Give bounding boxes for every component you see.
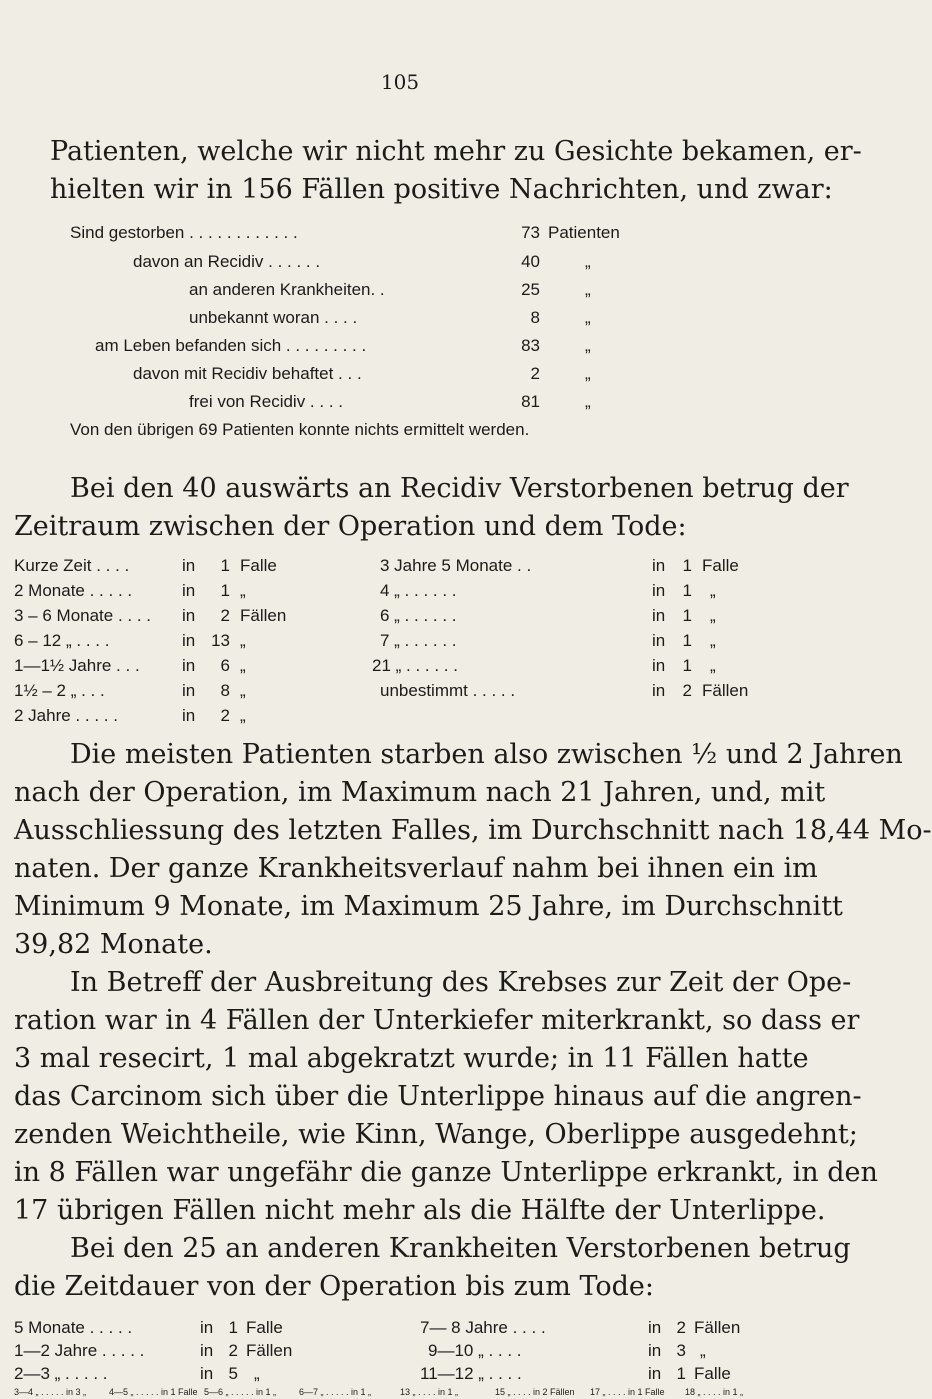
body-line: Minimum 9 Monate, im Maximum 25 Jahre, im Durchschnitt [14, 891, 843, 922]
other-unit: Falle [694, 1364, 731, 1383]
other-prep: in [648, 1364, 662, 1383]
recidiv-label: 1½ – 2 „ . . . [14, 681, 105, 700]
other-prep: in [200, 1318, 214, 1337]
summary-value: 83 [521, 336, 540, 355]
recidiv-label: 1—1½ Jahre . . . [14, 656, 140, 675]
other-label: 4—5 „ . . . . . in 1 Falle [109, 1387, 198, 1397]
summary-label: am Leben befanden sich . . . . . . . . . [95, 336, 367, 355]
other-label: 5—6 „ . . . . . in 1 „ [204, 1387, 277, 1397]
other-label: 6—7 „ . . . . . in 1 „ [299, 1387, 372, 1397]
recidiv-prep: in [652, 656, 666, 675]
other-count: 5 [228, 1364, 238, 1383]
recidiv-unit: „ [710, 581, 716, 600]
recidiv-label: unbestimmt . . . . . [380, 681, 516, 700]
recidiv-unit: „ [240, 631, 246, 650]
recidiv-count: 2 [220, 606, 230, 625]
recidiv-prep: in [182, 581, 196, 600]
recidiv-prep: in [652, 581, 666, 600]
recidiv-prep: in [182, 656, 196, 675]
recidiv-row [0, 706, 400, 730]
other-count: 2 [228, 1341, 238, 1360]
body-line: Ausschliessung des letzten Falles, im Durchschnitt nach 18,44 Mo- [14, 815, 932, 846]
recidiv-unit: „ [710, 656, 716, 675]
summary-value: 40 [521, 252, 540, 271]
other-prep: in [648, 1341, 662, 1360]
recidiv-unit: „ [240, 681, 246, 700]
intro-line-1: Patienten, welche wir nicht mehr zu Gesichte bekamen, er- [50, 136, 862, 167]
other-label: 13 „ . . . . in 1 „ [400, 1387, 459, 1397]
recidiv-heading-2: Zeitraum zwischen der Operation und dem Tode: [14, 511, 687, 542]
other-label: 15 „ . . . . in 2 Fällen [495, 1387, 575, 1397]
summary-row [0, 364, 800, 388]
recidiv-count: 8 [220, 681, 230, 700]
summary-label: Sind gestorben . . . . . . . . . . . . [70, 223, 298, 242]
recidiv-count: 13 [211, 631, 230, 650]
summary-unit: Patienten [548, 223, 620, 242]
recidiv-prep: in [652, 681, 666, 700]
recidiv-label: 7 „ . . . . . . [380, 631, 457, 650]
recidiv-label: 6 „ . . . . . . [380, 606, 457, 625]
other-row [0, 1341, 800, 1365]
body-line: zenden Weichtheile, wie Kinn, Wange, Oberlippe ausgedehnt; [14, 1119, 858, 1150]
recidiv-unit: Falle [702, 556, 739, 575]
body-line: Die meisten Patienten starben also zwischen ½ und 2 Jahren [70, 739, 903, 770]
other-prep: in [200, 1364, 214, 1383]
other-label: 2—3 „ . . . . . [14, 1364, 108, 1383]
summary-row [0, 252, 800, 276]
other-prep: in [648, 1318, 662, 1337]
other-unit: Falle [246, 1318, 283, 1337]
recidiv-prep: in [182, 681, 196, 700]
other-count: 3 [676, 1341, 686, 1360]
other-label: 5 Monate . . . . . [14, 1318, 133, 1337]
recidiv-label: 3 – 6 Monate . . . . [14, 606, 152, 625]
body-line: 17 übrigen Fällen nicht mehr als die Hälfte der Unterlippe. [14, 1195, 826, 1226]
summary-label: davon an Recidiv . . . . . . [133, 252, 321, 271]
recidiv-prep: in [652, 556, 666, 575]
summary-footer: Von den übrigen 69 Patienten konnte nichts ermittelt werden. [70, 420, 530, 439]
summary-row [0, 223, 800, 247]
recidiv-count: 1 [682, 581, 692, 600]
recidiv-heading-1: Bei den 40 auswärts an Recidiv Verstorbenen betrug der [70, 473, 849, 504]
recidiv-label: 4 „ . . . . . . [380, 581, 457, 600]
recidiv-row [0, 556, 800, 580]
recidiv-unit: „ [240, 656, 246, 675]
other-label: 7— 8 Jahre . . . . [420, 1318, 546, 1337]
other-row [0, 1318, 800, 1342]
summary-value: 2 [530, 364, 540, 383]
recidiv-unit: „ [710, 606, 716, 625]
recidiv-unit: „ [240, 706, 246, 725]
recidiv-label: 3 Jahre 5 Monate . . [380, 556, 532, 575]
recidiv-unit: Fällen [702, 681, 749, 700]
recidiv-unit: Falle [240, 556, 277, 575]
body-line: 3 mal resecirt, 1 mal abgekratzt wurde; in 11 Fällen hatte [14, 1043, 809, 1074]
other-label: 1—2 Jahre . . . . . [14, 1341, 145, 1360]
other-label: 17 „ . . . . in 1 Falle [590, 1387, 665, 1397]
summary-value: 73 [521, 223, 540, 242]
recidiv-label: Kurze Zeit . . . . [14, 556, 130, 575]
other-count: 2 [676, 1318, 686, 1337]
recidiv-label: 2 Jahre . . . . . [14, 706, 118, 725]
body-line: naten. Der ganze Krankheitsverlauf nahm bei ihnen ein im [14, 853, 818, 884]
summary-label: davon mit Recidiv behaftet . . . [133, 364, 362, 383]
recidiv-label: 6 – 12 „ . . . . [14, 631, 110, 650]
other-label: 18 „ . . . . in 1 „ [685, 1387, 744, 1397]
body-line: ration war in 4 Fällen der Unterkiefer miterkrankt, so dass er [14, 1005, 860, 1036]
other-label: 3—4 „ . . . . . in 3 „ [14, 1387, 87, 1397]
recidiv-prep: in [182, 606, 196, 625]
summary-value: 25 [521, 280, 540, 299]
other-unit: Fällen [694, 1318, 741, 1337]
recidiv-prep: in [182, 556, 196, 575]
body-line: 39,82 Monate. [14, 929, 213, 960]
summary-label: frei von Recidiv . . . . [189, 392, 343, 411]
other-label: 11—12 „ . . . . [420, 1364, 522, 1383]
other-label: 9—10 „ . . . . [428, 1341, 522, 1360]
summary-value: 81 [521, 392, 540, 411]
summary-label: unbekannt woran . . . . [189, 308, 358, 327]
summary-row [0, 336, 800, 360]
body-line: In Betreff der Ausbreitung des Krebses zur Zeit der Ope- [70, 967, 852, 998]
intro-line-2: hielten wir in 156 Fällen positive Nachrichten, und zwar: [50, 174, 833, 205]
recidiv-count: 1 [682, 656, 692, 675]
recidiv-prep: in [652, 631, 666, 650]
other-count: 1 [228, 1318, 238, 1337]
recidiv-row [0, 656, 800, 680]
summary-label: an anderen Krankheiten. . [189, 280, 385, 299]
recidiv-count: 1 [220, 556, 230, 575]
recidiv-row [0, 581, 800, 605]
summary-unit: „ [585, 280, 591, 299]
recidiv-prep: in [182, 631, 196, 650]
recidiv-count: 1 [682, 556, 692, 575]
recidiv-unit: „ [710, 631, 716, 650]
summary-row [0, 280, 800, 304]
summary-unit: „ [585, 336, 591, 355]
page-number: 105 [380, 70, 420, 94]
recidiv-count: 1 [220, 581, 230, 600]
other-table-continuation [0, 1387, 800, 1399]
other-prep: in [200, 1341, 214, 1360]
body-line: das Carcinom sich über die Unterlippe hinaus auf die angren- [14, 1081, 862, 1112]
recidiv-count: 2 [682, 681, 692, 700]
recidiv-prep: in [182, 706, 196, 725]
summary-value: 8 [530, 308, 540, 327]
recidiv-row [0, 681, 800, 705]
recidiv-prep: in [652, 606, 666, 625]
recidiv-count: 1 [682, 606, 692, 625]
other-unit: Fällen [246, 1341, 293, 1360]
recidiv-unit: Fällen [240, 606, 287, 625]
recidiv-count: 1 [682, 631, 692, 650]
recidiv-count: 2 [220, 706, 230, 725]
body-line: Bei den 25 an anderen Krankheiten Verstorbenen betrug [70, 1233, 851, 1264]
recidiv-row [0, 631, 800, 655]
recidiv-row [0, 606, 800, 630]
summary-unit: „ [585, 308, 591, 327]
recidiv-label: 21 „ . . . . . . [372, 656, 458, 675]
summary-unit: „ [585, 252, 591, 271]
recidiv-count: 6 [220, 656, 230, 675]
other-unit: „ [254, 1364, 260, 1383]
other-unit: „ [700, 1341, 706, 1360]
summary-unit: „ [585, 392, 591, 411]
summary-row [0, 392, 800, 416]
recidiv-unit: „ [240, 581, 246, 600]
other-row [0, 1387, 800, 1399]
recidiv-label: 2 Monate . . . . . [14, 581, 133, 600]
other-row [0, 1364, 800, 1388]
summary-row [0, 308, 800, 332]
summary-unit: „ [585, 364, 591, 383]
body-line: in 8 Fällen war ungefähr die ganze Unterlippe erkrankt, in den [14, 1157, 878, 1188]
body-line: nach der Operation, im Maximum nach 21 Jahren, und, mit [14, 777, 826, 808]
other-count: 1 [676, 1364, 686, 1383]
body-line: die Zeitdauer von der Operation bis zum Tode: [14, 1271, 654, 1302]
